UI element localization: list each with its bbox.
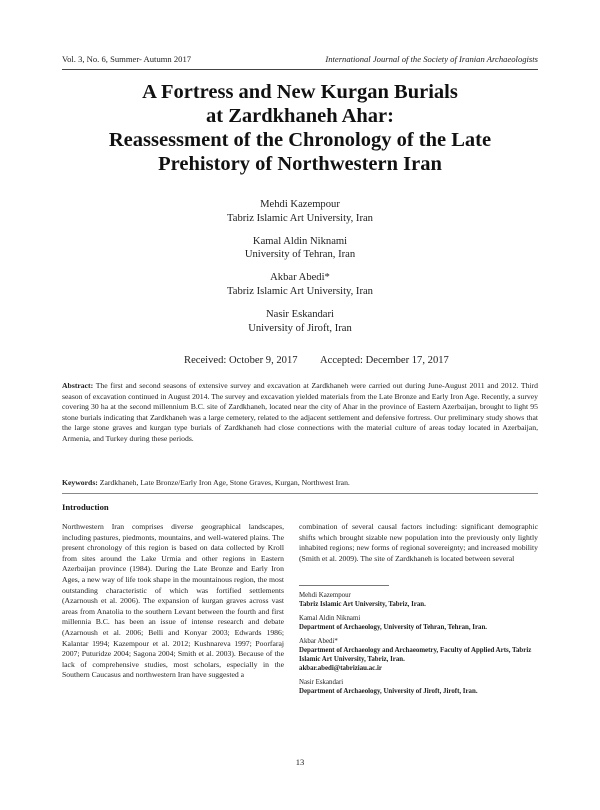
- title-line: A Fortress and New Kurgan Burials: [142, 81, 458, 103]
- affiliation-block: [299, 637, 538, 673]
- affiliation-email[interactable]: akbar.abedi@tabriziau.ac.ir: [299, 665, 382, 672]
- affiliation-block: [299, 614, 538, 632]
- title-line: at Zardkhaneh Ahar:: [206, 105, 394, 127]
- author-name: Kamal Aldin Niknami: [252, 235, 348, 247]
- running-header: [62, 54, 538, 66]
- author-affiliation: Tabriz Islamic Art University, Iran: [227, 212, 373, 224]
- abstract-text: The first and second seasons of extensive survey and excavation at Zardkhaneh were carried out during June-August 2011 and 2012. Third season of excavation continued in August 2014. The survey and excavation yielded materials from the Late Bronze and Early Iron Age. Recently, a survey covering 30 ha at the second millennium B.C. site of Zardkhaneh, located near the city of Ahar in the province of Eastern Azerbaijan, brought to light 95 stone burials indicating that Zardkhaneh was a large cemetery, related to the adjacent settlement and defensive fortress. Our preliminary study shows that the large stone graves and kurgan type burials of Zardkhaneh had close connections with the material culture of areas today located in Azerbaijan, Armenia, and Turkey during these periods.: [62, 381, 538, 443]
- affiliation-footnotes: [299, 591, 538, 701]
- author-block: [62, 235, 538, 262]
- author-affiliation: University of Tehran, Iran: [244, 249, 356, 261]
- page-number: 13: [295, 757, 305, 767]
- received-date: Received: October 9, 2017: [184, 355, 298, 366]
- affiliation-block: [299, 591, 538, 609]
- author-block: [62, 308, 538, 335]
- title-line: Reassessment of the Chronology of the Late: [108, 129, 492, 151]
- abstract-label: Abstract:: [62, 381, 94, 390]
- author-block: [62, 198, 538, 225]
- submission-dates: [62, 355, 538, 369]
- keywords: [62, 478, 538, 488]
- author-block: [62, 271, 538, 298]
- author-affiliation: University of Jiroft, Iran: [248, 322, 352, 334]
- author-name: Akbar Abedi*: [270, 272, 330, 284]
- affiliation-name: Mehdi Kazempour: [299, 592, 351, 599]
- body-column-left: Northwestern Iran comprises diverse geographical landscapes, including pastures, piedmonts, mountains, and well-watered plains. The present chronology of this region is based on data collected by Kroll from sites around the Lake Urmia and other regions in Eastern Azerbaijan province (1984). During the Late Bronze and Early Iron Ages, a new way of life took shape in the mountainous region, the most outstanding characteristic of which was fortified settlements (Azarnoush et al. 2006). The expansion of kurgan graves across vast areas from Anatolia to the southern Levant between the fourth and first millennia B.C. has been an issue of intense research and debate (Azarnoush et al. 2006; Belli and Konyar 2003; Edwards 1986; Kalantar 1994; Kazempour et al. 2012; Kushnareva 1997; Poorfaraj 2007; Puturidze 2004; Sagona 2004; Smith et al. 2003). Because of the lack of comprehensive studies, most scholars, especially in the Southern Caucasus and northwestern Iran have suggested a: [62, 522, 284, 680]
- affiliation-dept: Department of Archaeology and Archaeometry, Faculty of Applied Arts, Tabriz Islamic Art University, Tabriz, Iran.: [299, 647, 532, 663]
- paper-title: [62, 80, 538, 176]
- keywords-label: Keywords:: [62, 478, 98, 487]
- author-affiliation: Tabriz Islamic Art University, Iran: [227, 285, 373, 297]
- journal-name: International Journal of the Society of Iranian Archaeologists: [325, 54, 538, 64]
- abstract: [62, 381, 538, 444]
- affiliation-dept: Tabriz Islamic Art University, Tabriz, Iran.: [299, 601, 426, 608]
- header-rule: [62, 69, 538, 70]
- body-column-right: combination of several causal factors including: significant demographic shifts which brought sizable new population into the previously only lightly inhabited regions; new forms of regional sovereignty; and increased mobility (Smith et al. 2009). The site of Zardkhaneh is located between several: [299, 522, 538, 563]
- title-line: Prehistory of Northwestern Iran: [158, 153, 442, 175]
- affiliation-name: Kamal Aldin Niknami: [299, 615, 361, 622]
- affiliation-dept: Department of Archaeology, University of Jiroft, Jiroft, Iran.: [299, 688, 478, 695]
- author-name: Mehdi Kazempour: [260, 199, 340, 210]
- affiliation-block: [299, 678, 538, 696]
- accepted-date: Accepted: December 17, 2017: [320, 355, 449, 366]
- volume-info: Vol. 3, No. 6, Summer- Autumn 2017: [62, 54, 192, 64]
- section-divider: [62, 493, 538, 494]
- author-name: Nasir Eskandari: [266, 309, 334, 321]
- keywords-text: Zardkhaneh, Late Bronze/Early Iron Age, Stone Graves, Kurgan, Northwest Iran.: [97, 478, 350, 487]
- affiliation-name: Nasir Eskandari: [299, 679, 344, 686]
- affiliation-dept: Department of Archaeology, University of Tehran, Tehran, Iran.: [299, 624, 488, 631]
- author-list: [62, 198, 538, 345]
- section-heading: Introduction: [62, 502, 109, 512]
- footnote-rule: [299, 585, 389, 586]
- affiliation-name: Akbar Abedi*: [299, 638, 338, 645]
